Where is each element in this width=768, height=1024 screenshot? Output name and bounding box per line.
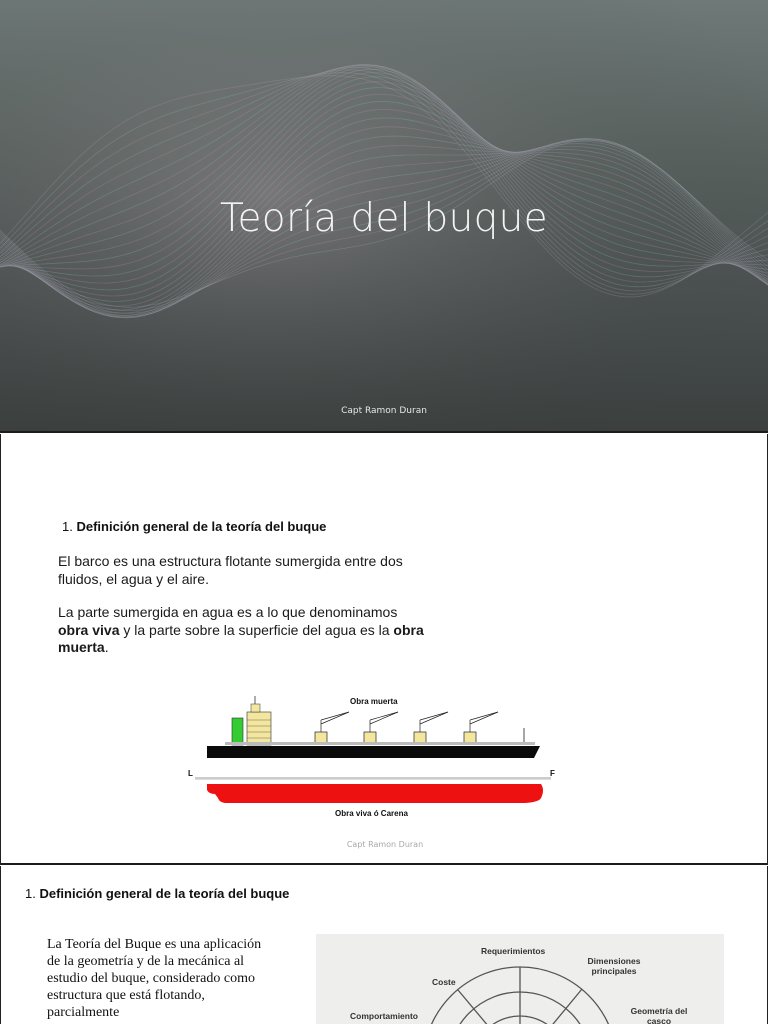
paragraph-obra: La parte sumergida en agua es a lo que denominamos obra viva y la parte sobre la superficie del agua es la obra muerta.: [58, 604, 424, 655]
design-spiral-slide: [0, 866, 768, 1024]
label-obra-muerta: Obra muerta: [350, 697, 398, 706]
section-heading: [25, 886, 289, 901]
heading-number: 1.: [62, 519, 73, 534]
label-dimensiones: Dimensiones principales: [587, 956, 641, 976]
ship-diagram: [185, 690, 561, 822]
label-coste: Coste: [432, 977, 456, 987]
bridge: [247, 712, 271, 745]
label-f: F: [550, 769, 555, 778]
title-slide: [0, 0, 768, 433]
label-l: L: [188, 769, 193, 778]
term-obra-viva: obra viva: [58, 621, 120, 638]
label-obra-viva: Obra viva ó Carena: [335, 809, 408, 818]
design-spiral-diagram: [316, 934, 724, 1024]
term-obra-muerta: obra muerta: [58, 621, 424, 655]
heading-number: 1.: [25, 886, 36, 901]
hull-upper: [207, 746, 540, 758]
label-geometria: Geometría del casco: [630, 1006, 688, 1024]
paragraph-teoria: La Teoría del Buque es una aplicación de la geometría y de la mecánica al estudio del buque, considerado como estructura que está flotando, parcialmente: [47, 937, 262, 1020]
slide-footer: Capt Ramon Duran: [346, 840, 424, 849]
slide-footer: Capt Ramon Duran: [341, 406, 427, 416]
heading-text: Definición general de la teoría del buque: [76, 519, 327, 534]
label-comportamiento: Comportamiento: [350, 1011, 418, 1021]
paragraph-fluids: El barco es una estructura flotante sumergida entre dos fluidos, el agua y el aire.: [58, 553, 403, 587]
label-requerimientos: Requerimientos: [481, 946, 546, 956]
heading-text: Definición general de la teoría del buque: [39, 886, 290, 901]
section-heading: [62, 519, 326, 534]
slide-title: Teoría del buque: [220, 196, 548, 241]
definition-slide: [0, 434, 768, 865]
hull-lower: [207, 784, 543, 803]
funnel: [232, 718, 243, 745]
